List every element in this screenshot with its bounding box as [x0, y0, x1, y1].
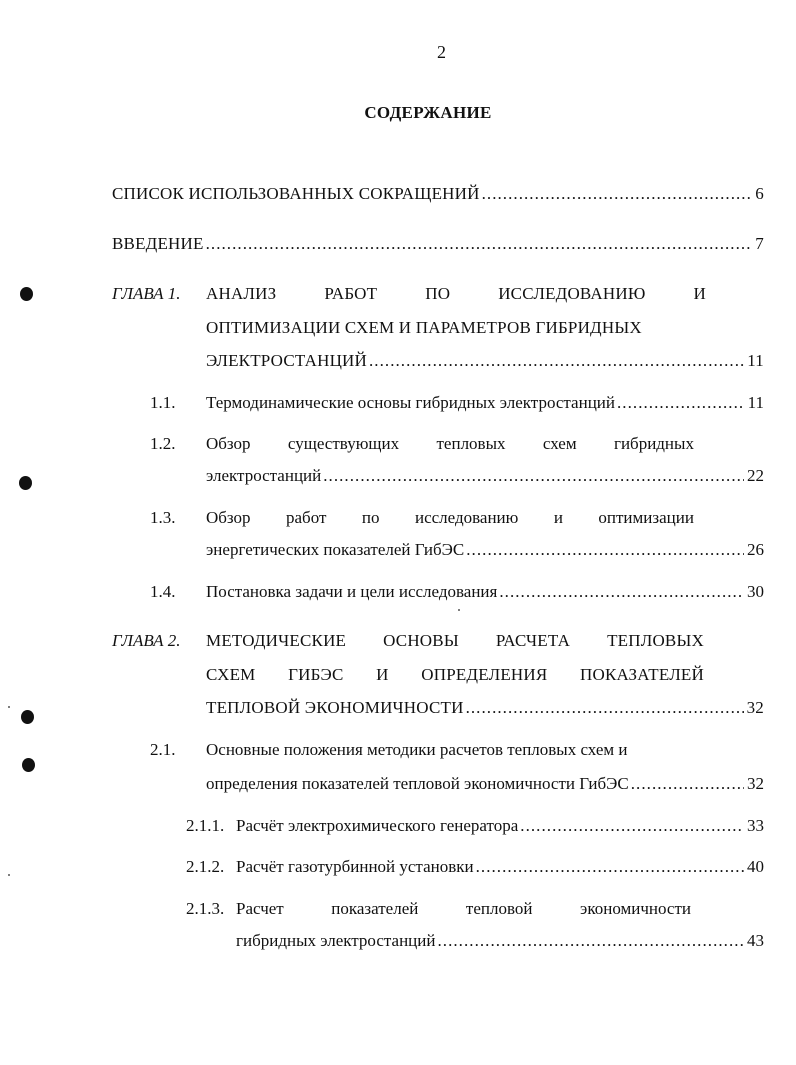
word: гибридных	[613, 434, 694, 453]
toc-entry-page: 7	[755, 234, 764, 253]
scan-speck	[8, 706, 10, 708]
dot-leader	[466, 540, 744, 560]
toc-entry-2-1-2[interactable]	[236, 857, 764, 877]
toc-entry-page: 43	[747, 931, 764, 950]
toc-entry-text: гибридных электростанций	[236, 931, 436, 950]
toc-entry-text: определения показателей тепловой экономичности ГибЭС	[206, 774, 629, 793]
word: ПО	[425, 284, 451, 303]
toc-entry-text: энергетических показателей ГибЭС	[206, 540, 465, 559]
dot-leader	[476, 857, 744, 877]
toc-entry-text: ЭЛЕКТРОСТАНЦИЙ	[206, 351, 367, 370]
dot-leader	[466, 698, 744, 718]
toc-entry-1-4[interactable]	[206, 582, 764, 602]
dot-leader	[369, 351, 744, 371]
toc-entry-introduction[interactable]	[112, 234, 764, 254]
toc-entry-page: 6	[755, 184, 764, 203]
word: тепловой	[465, 899, 533, 918]
section-number: 1.1.	[150, 393, 176, 412]
toc-entry-page: 26	[747, 540, 764, 559]
scan-speck	[8, 874, 10, 876]
section-title-line[interactable]	[236, 899, 691, 919]
word: тепловых	[436, 434, 506, 453]
subsection-number: 2.1.1.	[186, 816, 225, 835]
section-title-line[interactable]: Основные положения методики расчетов тепловых схем и	[206, 740, 628, 759]
word: ИССЛЕДОВАНИЮ	[498, 284, 646, 303]
word: оптимизации	[598, 508, 694, 527]
toc-entry-abbreviations[interactable]	[112, 184, 764, 204]
section-number: 2.1.	[150, 740, 176, 759]
dot-leader	[617, 393, 745, 413]
toc-entry-text: СПИСОК ИСПОЛЬЗОВАННЫХ СОКРАЩЕНИЙ	[112, 184, 480, 203]
chapter-label: ГЛАВА 2.	[112, 631, 181, 650]
chapter-title-line[interactable]	[206, 284, 706, 304]
section-number: 1.2.	[150, 434, 176, 453]
toc-entry-2-1-1[interactable]	[236, 816, 764, 836]
toc-entry-page: 22	[747, 466, 764, 485]
section-title-line[interactable]	[206, 508, 694, 528]
binder-hole-mark	[21, 710, 34, 724]
dot-leader	[482, 184, 753, 204]
toc-entry-text: ВВЕДЕНИЕ	[112, 234, 204, 253]
chapter-title-line[interactable]: ОПТИМИЗАЦИИ СХЕМ И ПАРАМЕТРОВ ГИБРИДНЫХ	[206, 318, 642, 337]
word: показателей	[331, 899, 419, 918]
word: РАБОТ	[324, 284, 378, 303]
word: И	[376, 665, 389, 684]
word: СХЕМ	[206, 665, 256, 684]
chapter-label: ГЛАВА 1.	[112, 284, 181, 303]
toc-entry-page: 11	[747, 393, 764, 412]
word: экономичности	[580, 899, 691, 918]
word: ОПРЕДЕЛЕНИЯ	[421, 665, 548, 684]
word: Обзор	[206, 434, 251, 453]
dot-leader	[437, 931, 744, 951]
dot-leader	[631, 774, 744, 794]
toc-entry-page: 30	[747, 582, 764, 601]
toc-entry-text: Расчёт газотурбинной установки	[236, 857, 474, 876]
toc-entry-text: Расчёт электрохимического генератора	[236, 816, 519, 835]
toc-entry-text: Термодинамические основы гибридных электростанций	[206, 393, 615, 412]
chapter-title-line[interactable]	[206, 665, 704, 685]
toc-entry-text: Постановка задачи и цели исследования	[206, 582, 498, 601]
word: схем	[542, 434, 577, 453]
page-number: 2	[437, 42, 446, 62]
section-number: 1.3.	[150, 508, 176, 527]
binder-hole-mark	[19, 476, 32, 490]
word: существующих	[287, 434, 400, 453]
word: по	[361, 508, 380, 527]
toc-entry-2-1[interactable]	[206, 774, 764, 794]
toc-entry-page: 40	[747, 857, 764, 876]
toc-entry-text: электростанций	[206, 466, 322, 485]
word: АНАЛИЗ	[206, 284, 277, 303]
word: работ	[286, 508, 327, 527]
subsection-number: 2.1.3.	[186, 899, 225, 918]
dot-leader	[323, 466, 744, 486]
toc-entry-1-3[interactable]	[206, 540, 764, 560]
chapter-title-line[interactable]	[206, 631, 704, 651]
word: ГИБЭС	[288, 665, 344, 684]
toc-entry-page: 32	[747, 774, 764, 793]
dot-leader	[206, 234, 753, 254]
word: Обзор	[206, 508, 251, 527]
binder-hole-mark	[22, 758, 35, 772]
subsection-number: 2.1.2.	[186, 857, 225, 876]
toc-entry-page: 32	[746, 698, 764, 717]
section-number: 1.4.	[150, 582, 176, 601]
word: И	[693, 284, 706, 303]
section-title-line[interactable]	[206, 434, 694, 454]
word: ТЕПЛОВЫХ	[607, 631, 704, 650]
word: РАСЧЕТА	[495, 631, 571, 650]
dot-leader	[520, 816, 744, 836]
dot-leader	[499, 582, 744, 602]
page-title: СОДЕРЖАНИЕ	[364, 103, 492, 122]
word: ПОКАЗАТЕЛЕЙ	[580, 665, 704, 684]
word: исследованию	[414, 508, 519, 527]
word: МЕТОДИЧЕСКИЕ	[206, 631, 347, 650]
toc-entry-chapter2[interactable]	[206, 698, 764, 718]
toc-entry-text: ТЕПЛОВОЙ ЭКОНОМИЧНОСТИ	[206, 698, 464, 717]
word: ОСНОВЫ	[383, 631, 459, 650]
word: и	[553, 508, 563, 527]
word: Расчет	[236, 899, 284, 918]
toc-entry-1-2[interactable]	[206, 466, 764, 486]
toc-entry-2-1-3[interactable]	[236, 931, 764, 951]
binder-hole-mark	[20, 287, 33, 301]
scan-speck	[458, 609, 460, 611]
toc-entry-chapter1[interactable]	[206, 351, 764, 371]
toc-entry-page: 11	[747, 351, 764, 370]
toc-entry-1-1[interactable]	[206, 393, 764, 413]
toc-entry-page: 33	[747, 816, 764, 835]
